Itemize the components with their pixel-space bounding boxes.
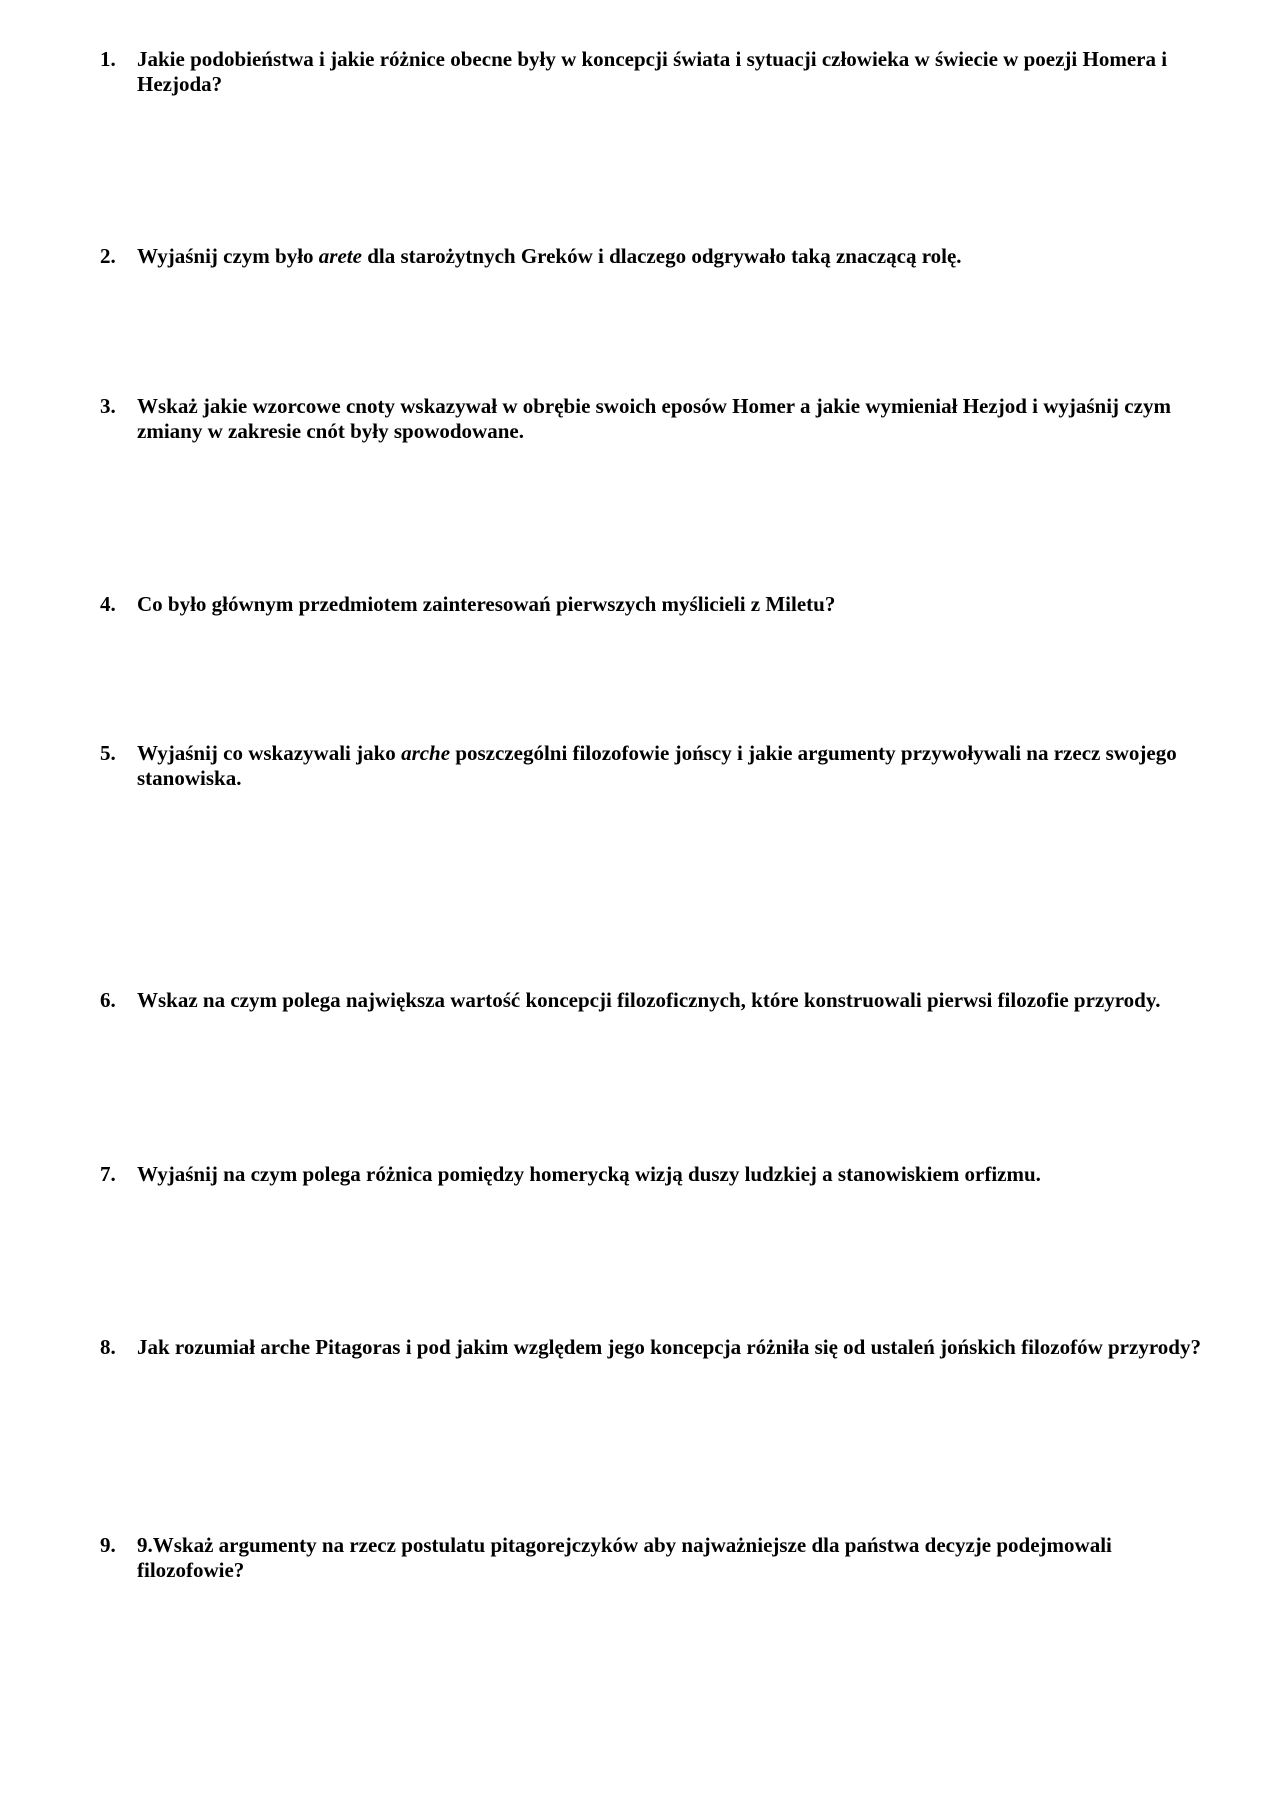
- question-text: Jakie podobieństwa i jakie różnice obecne były w koncepcji świata i sytuacji człowieka w świecie w poezji Homera i Hezjoda?: [137, 47, 1168, 96]
- question-item: [100, 244, 1210, 269]
- question-number: 2.: [100, 244, 116, 268]
- question-text: Wskaz na czym polega największa wartość koncepcji filozoficznych, które konstruowali pierwsi filozofie przyrody.: [137, 988, 1161, 1012]
- question-text-part: poszczególni filozofowie jońscy i jakie argumenty przywoływali na rzecz swojego stanowiska.: [137, 741, 1177, 790]
- question-text: [137, 244, 1210, 269]
- question-item: [100, 47, 1210, 97]
- question-number: 7.: [100, 1162, 116, 1186]
- question-text: Wyjaśnij na czym polega różnica pomiędzy homerycką wizją duszy ludzkiej a stanowiskiem orfizmu.: [137, 1162, 1041, 1186]
- question-text: [137, 741, 1210, 791]
- question-number: 5.: [100, 741, 116, 765]
- question-item: [100, 1533, 1210, 1583]
- question-text: 9.Wskaż argumenty na rzecz postulatu pitagorejczyków aby najważniejsze dla państwa decyzje podejmowali filozofowie?: [137, 1533, 1112, 1582]
- question-text-part: Wyjaśnij czym było: [137, 244, 319, 268]
- question-item: [100, 988, 1210, 1013]
- question-item: [100, 592, 1210, 617]
- question-number: 9.: [100, 1533, 116, 1557]
- question-term-italic: arche: [401, 741, 451, 765]
- question-item: [100, 1335, 1210, 1360]
- question-text-part: dla starożytnych Greków i dlaczego odgrywało taką znaczącą rolę.: [361, 244, 962, 268]
- question-number: 3.: [100, 394, 116, 418]
- question-number: 8.: [100, 1335, 116, 1359]
- question-term-italic: arete: [318, 244, 362, 268]
- question-text: Jak rozumiał arche Pitagoras i pod jakim względem jego koncepcja różniła się od ustaleń jońskich filozofów przyrody?: [137, 1335, 1201, 1359]
- question-item: [100, 741, 1210, 791]
- question-item: [100, 1162, 1210, 1187]
- question-number: 6.: [100, 988, 116, 1012]
- question-text-part: Wyjaśnij co wskazywali jako: [137, 741, 402, 765]
- question-text: Wskaż jakie wzorcowe cnoty wskazywał w obrębie swoich eposów Homer a jakie wymieniał Hezjod i wyjaśnij czym zmiany w zakresie cnót były spowodowane.: [137, 394, 1171, 443]
- question-item: [100, 394, 1210, 444]
- question-text: Co było głównym przedmiotem zainteresowań pierwszych myślicieli z Miletu?: [137, 592, 836, 616]
- question-number: 1.: [100, 47, 116, 71]
- question-number: 4.: [100, 592, 116, 616]
